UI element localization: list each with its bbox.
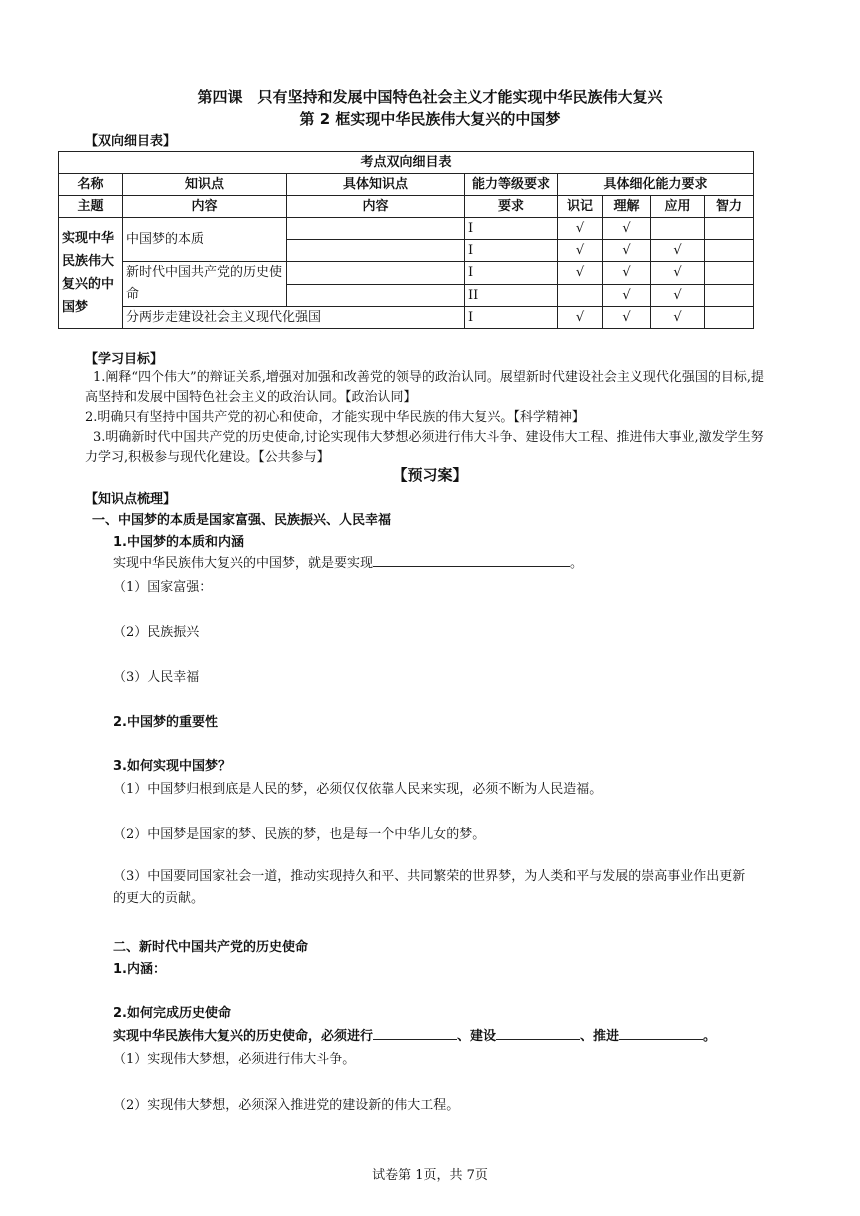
section2-point2-title: 2.如何完成历史使命 (113, 1006, 231, 1021)
table-level-cell: ⅠⅠ (465, 284, 558, 307)
fill-blank[interactable] (373, 1025, 457, 1040)
section1-point3-item: （1）中国梦归根到底是人民的梦，必须仅仅依靠人民来实现，必须不断为人民造福。 (113, 782, 603, 797)
fill-text: 实现中华民族伟大复兴的中国梦，就是要实现 (113, 556, 374, 571)
table-detail-cell (287, 240, 465, 262)
table-header-cell: 内容 (123, 196, 287, 218)
section2-item: （2）实现伟大梦想，必须深入推进党的建设新的伟大工程。 (113, 1098, 460, 1113)
table-row (59, 307, 754, 329)
spec-table (58, 151, 754, 329)
table-check-cell (705, 307, 754, 329)
table-detail-cell (287, 262, 465, 285)
table-header-cell: 应用 (651, 196, 705, 218)
table-header-cell: 识记 (558, 196, 603, 218)
table-header-cell: 具体细化能力要求 (558, 174, 754, 196)
table-row (59, 262, 754, 285)
table-check-cell: √ (603, 240, 651, 262)
section1-point3-title: 3.如何实现中国梦？ (113, 759, 231, 774)
table-check-cell (705, 284, 754, 307)
table-knowledge-cell: 中国梦的本质 (123, 218, 287, 262)
page-footer: 试卷第 1页，共 7页 (372, 1168, 488, 1183)
table-header-cell: 具体知识点 (287, 174, 465, 196)
table-header-cell: 主题 (59, 196, 123, 218)
table-check-cell: √ (651, 240, 705, 262)
fill-text: 、推进 (580, 1029, 620, 1044)
table-header-row (59, 174, 754, 196)
section2-title: 二、新时代中国共产党的历史使命 (113, 940, 309, 955)
goals-heading: 【学习目标】 (85, 352, 164, 367)
fill-text: 、建设 (457, 1029, 497, 1044)
table-check-cell: √ (558, 262, 603, 285)
goal-item: 1.阐释“四个伟大”的辩证关系,增强对加强和改善党的领导的政治认同。展望新时代建设社会主义现代化强国的目标,提高坚持和发展中国特色社会主义的政治认同。【政治认同】 (85, 370, 764, 405)
fill-blank[interactable] (619, 1025, 703, 1040)
table-check-cell: √ (558, 240, 603, 262)
table-check-cell (705, 262, 754, 285)
section1-title: 一、中国梦的本质是国家富强、民族振兴、人民幸福 (92, 513, 392, 528)
section2-point2-text (113, 1025, 716, 1044)
spec-heading: 【双向细目表】 (85, 134, 177, 149)
table-check-cell: √ (651, 284, 705, 307)
preview-heading: 【预习案】 (392, 466, 468, 484)
table-knowledge-cell: 分两步走建设社会主义现代化强国 (123, 307, 465, 329)
table-caption: 考点双向细目表 (59, 152, 754, 174)
table-detail-cell (287, 218, 465, 240)
table-header-cell: 要求 (465, 196, 558, 218)
table-row (59, 218, 754, 240)
table-check-cell: √ (603, 284, 651, 307)
fill-blank[interactable] (496, 1025, 580, 1040)
table-level-cell: Ⅰ (465, 240, 558, 262)
page-title: 第四课 只有坚持和发展中国特色社会主义才能实现中华民族伟大复兴 (197, 88, 663, 106)
section2-item: （1）实现伟大梦想，必须进行伟大斗争。 (113, 1052, 356, 1067)
table-check-cell (705, 218, 754, 240)
table-check-cell: √ (651, 262, 705, 285)
table-header-cell: 能力等级要求 (465, 174, 558, 196)
goal-item: 3.明确新时代中国共产党的历史使命,讨论实现伟大梦想必须进行伟大斗争、建设伟大工程、推进伟大事业,激发学生努力学习,积极参与现代化建设。【公共参与】 (85, 430, 764, 465)
table-check-cell: √ (558, 307, 603, 329)
fill-text: 。 (703, 1029, 717, 1044)
section2-point1-title: 1.内涵： (113, 962, 166, 977)
section1-item: （2）民族振兴 (113, 625, 200, 640)
table-check-cell: √ (651, 307, 705, 329)
table-check-cell: √ (558, 218, 603, 240)
section1-item: （1）国家富强： (113, 580, 213, 595)
table-knowledge-cell: 新时代中国共产党的历史使命 (123, 262, 287, 307)
table-header-cell: 内容 (287, 196, 465, 218)
section1-point3-item: （2）中国梦是国家的梦、民族的梦，也是每一个中华儿女的梦。 (113, 827, 486, 842)
table-header-cell: 名称 (59, 174, 123, 196)
section1-point3-item: （3）中国要同国家社会一道，推动实现持久和平、共同繁荣的世界梦，为人类和平与发展的崇高事业作出更新的更大的贡献。 (113, 869, 746, 906)
table-check-cell (651, 218, 705, 240)
table-check-cell (558, 284, 603, 307)
table-level-cell: Ⅰ (465, 262, 558, 285)
table-header-row (59, 196, 754, 218)
table-header-cell: 理解 (603, 196, 651, 218)
table-check-cell: √ (603, 307, 651, 329)
table-header-cell: 智力 (705, 196, 754, 218)
table-check-cell (705, 240, 754, 262)
fill-text: 。 (570, 556, 584, 571)
goal-item: 2.明确只有坚持中国共产党的初心和使命，才能实现中华民族的伟大复兴。【科学精神】 (85, 410, 585, 425)
table-topic-cell: 实现中华民族伟大复兴的中国梦 (59, 218, 123, 329)
table-check-cell: √ (603, 262, 651, 285)
page-subtitle: 第 2 框实现中华民族伟大复兴的中国梦 (299, 110, 561, 128)
table-check-cell: √ (603, 218, 651, 240)
section1-point2-title: 2.中国梦的重要性 (113, 715, 218, 730)
fill-text: 实现中华民族伟大复兴的历史使命，必须进行 (113, 1029, 374, 1044)
table-level-cell: Ⅰ (465, 218, 558, 240)
section1-item: （3）人民幸福 (113, 670, 200, 685)
section1-point1-text (113, 552, 583, 571)
table-detail-cell (287, 284, 465, 307)
knowledge-heading: 【知识点梳理】 (85, 492, 177, 507)
fill-blank[interactable] (373, 552, 570, 567)
table-level-cell: Ⅰ (465, 307, 558, 329)
table-header-cell: 知识点 (123, 174, 287, 196)
section1-point1-title: 1.中国梦的本质和内涵 (113, 535, 244, 550)
